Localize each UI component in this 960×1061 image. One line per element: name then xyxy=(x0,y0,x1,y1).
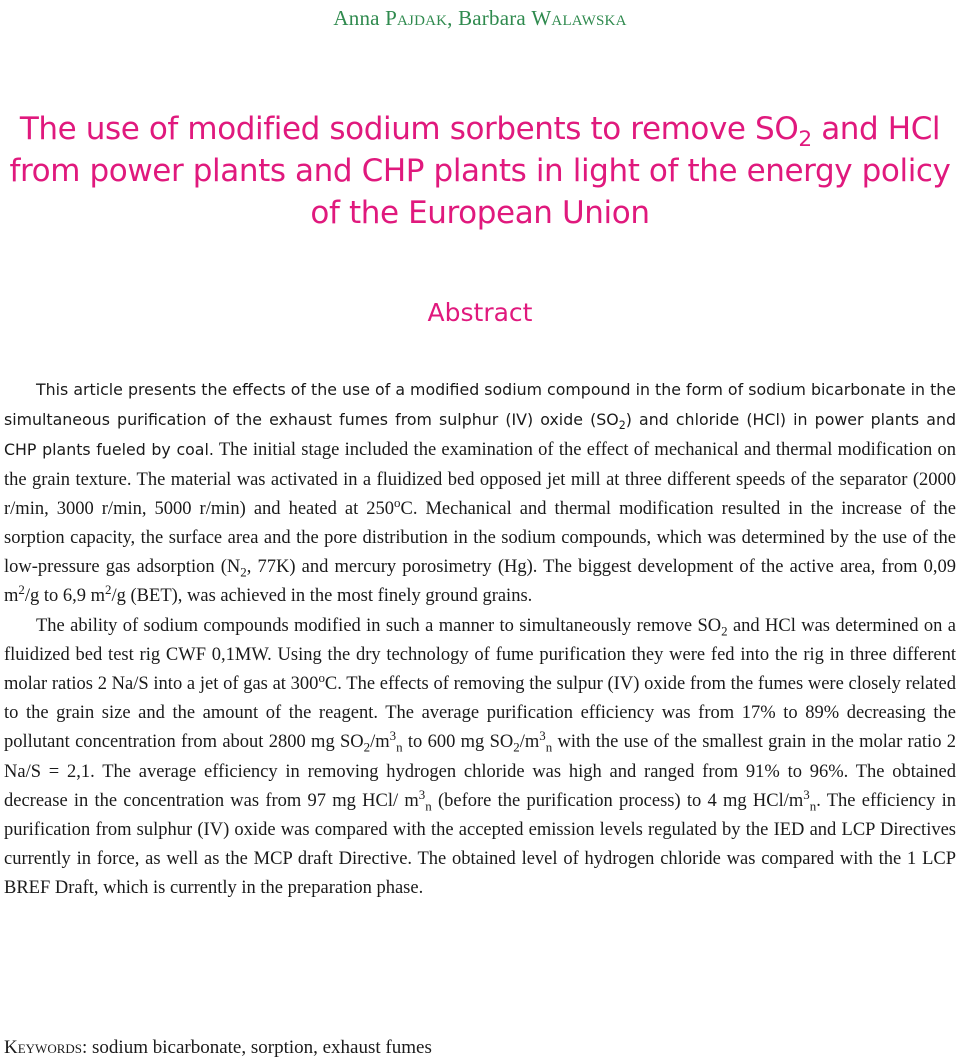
author-2-first-name: Barbara xyxy=(458,6,532,30)
abstract-p2-sup-d: 3 xyxy=(389,728,397,744)
abstract-p1-sup-f: 2 xyxy=(105,582,112,598)
authors-line xyxy=(0,6,960,31)
abstract-p2-sub-c: 2 xyxy=(363,740,371,756)
title-line-1-text: The use of modified sodium sorbents to remove SO xyxy=(19,111,799,147)
abstract-p1-sup-c: o xyxy=(394,494,401,510)
abstract-p2-sup-f: 3 xyxy=(539,728,546,744)
abstract-p2-text-c: C. The effects of removing the sulpur (IV) oxide from the fumes were closely related to the grain size and the amount of the reagent. The average purification efficiency was from 17% to 89% decreasing the pollutant concentration from about 2800 mg SO xyxy=(4,674,956,753)
abstract-p2-text-i: . The efficiency in purification from sulphur (IV) oxide was compared with the accepted emission levels regulated by the IED and LCP Directives currently in force, as well as the MCP draft Directive. The obtained level of hydrogen chloride was compared with the 1 LCP BREF Draft, which is currently in the preparation phase. xyxy=(4,790,957,899)
abstract-p2-text-b: and HCl was determined on a fluidized bed test rig CWF 0,1MW. Using the dry technology of fume purification they were fed into the rig in three different molar ratios 2 Na/S into a jet of gas at 300 xyxy=(4,615,956,695)
paper-title xyxy=(0,108,960,234)
abstract-p1-text-c: The initial stage included the examination of the effect of mechanical and thermal modification on the grain texture. The material was activated in a fluidized bed opposed jet mill at three different speeds of the separator (2000 r/min, 3000 r/min, 5000 r/min) and heated at 250 xyxy=(4,440,956,519)
abstract-p2-sub-h: n xyxy=(809,798,817,814)
abstract-paragraph-1 xyxy=(4,375,956,612)
title-line-1 xyxy=(19,111,941,153)
abstract-p2-sub-e: 2 xyxy=(513,740,520,756)
abstract-p2-text-d: /m xyxy=(370,732,390,753)
abstract-p2-text-e: to 600 mg SO xyxy=(402,732,514,753)
keywords-line xyxy=(4,1037,432,1059)
abstract-paragraph-2 xyxy=(4,612,956,904)
abstract-p1-text-a: This article presents the effects of the use of a modified sodium compound in the form of sodium bicarbonate in the simultaneous purification of the exhaust fumes from sulphur (IV) oxide (SO xyxy=(4,380,956,430)
abstract-p1-sub-a: 2 xyxy=(618,419,626,433)
keywords-text: sodium bicarbonate, sorption, exhaust fumes xyxy=(92,1037,432,1058)
author-2-last-name: Walawska xyxy=(531,6,627,30)
abstract-heading: Abstract xyxy=(427,298,533,327)
abstract-p1-text-g: /g (BET), was achieved in the most finely ground grains. xyxy=(111,586,533,607)
abstract-p2-sup-g: 3 xyxy=(418,786,426,802)
abstract-p2-sup-h: 3 xyxy=(803,786,810,802)
keywords-label: Keywords xyxy=(4,1037,82,1058)
abstract-p2-sub-d: n xyxy=(396,740,403,756)
abstract-p2-sub-a: 2 xyxy=(721,623,728,639)
abstract-p2-sub-f: n xyxy=(545,740,553,756)
title-so2-subscript: 2 xyxy=(798,127,812,153)
abstract-p1-text-d: C. Mechanical and thermal modification resulted in the increase of the sorption capacity, the surface area and the pore distribution in the sodium compounds, which was determined by the use of the low-pressure gas adsorption (N xyxy=(4,498,956,578)
abstract-p2-text-g: with the use of the smallest grain in the molar ratio 2 Na/S = 2,1. The average efficiency in removing hydrogen chloride was high and ranged from 91% to 96%. The obtained decrease in the concentration was from 97 mg HCl/ m xyxy=(4,732,957,811)
author-separator: , xyxy=(447,6,459,30)
abstract-p1-text-e: , 77K) and mercury porosimetry (Hg). The biggest development of the active area, from 0,09 m xyxy=(4,557,956,607)
abstract-p2-sup-b: o xyxy=(318,669,325,685)
abstract-p2-text-h: (before the purification process) to 4 mg HCl/m xyxy=(431,790,804,811)
title-line-1-end: and HCl xyxy=(811,111,941,147)
abstract-p2-text-a: The ability of sodium compounds modified in such a manner to simultaneously remove SO xyxy=(36,615,722,636)
author-1-last-name: Pajdak xyxy=(385,6,448,30)
author-1-first-name: Anna xyxy=(333,6,386,30)
title-line-2: from power plants and CHP plants in light of the energy policy xyxy=(9,153,951,189)
title-line-3: of the European Union xyxy=(310,195,650,231)
abstract-p2-text-f: /m xyxy=(519,732,540,753)
abstract-p1-text-b: ) and chloride (HCl) in power plants and CHP plants fueled by coal. xyxy=(4,410,957,460)
abstract-p2-sub-g: n xyxy=(425,798,432,814)
keywords-colon: : xyxy=(82,1037,93,1058)
abstract-body xyxy=(4,375,956,904)
abstract-p1-sub-d: 2 xyxy=(240,564,247,580)
abstract-p1-text-f: /g to 6,9 m xyxy=(24,586,106,607)
abstract-p1-sup-e: 2 xyxy=(18,582,25,598)
